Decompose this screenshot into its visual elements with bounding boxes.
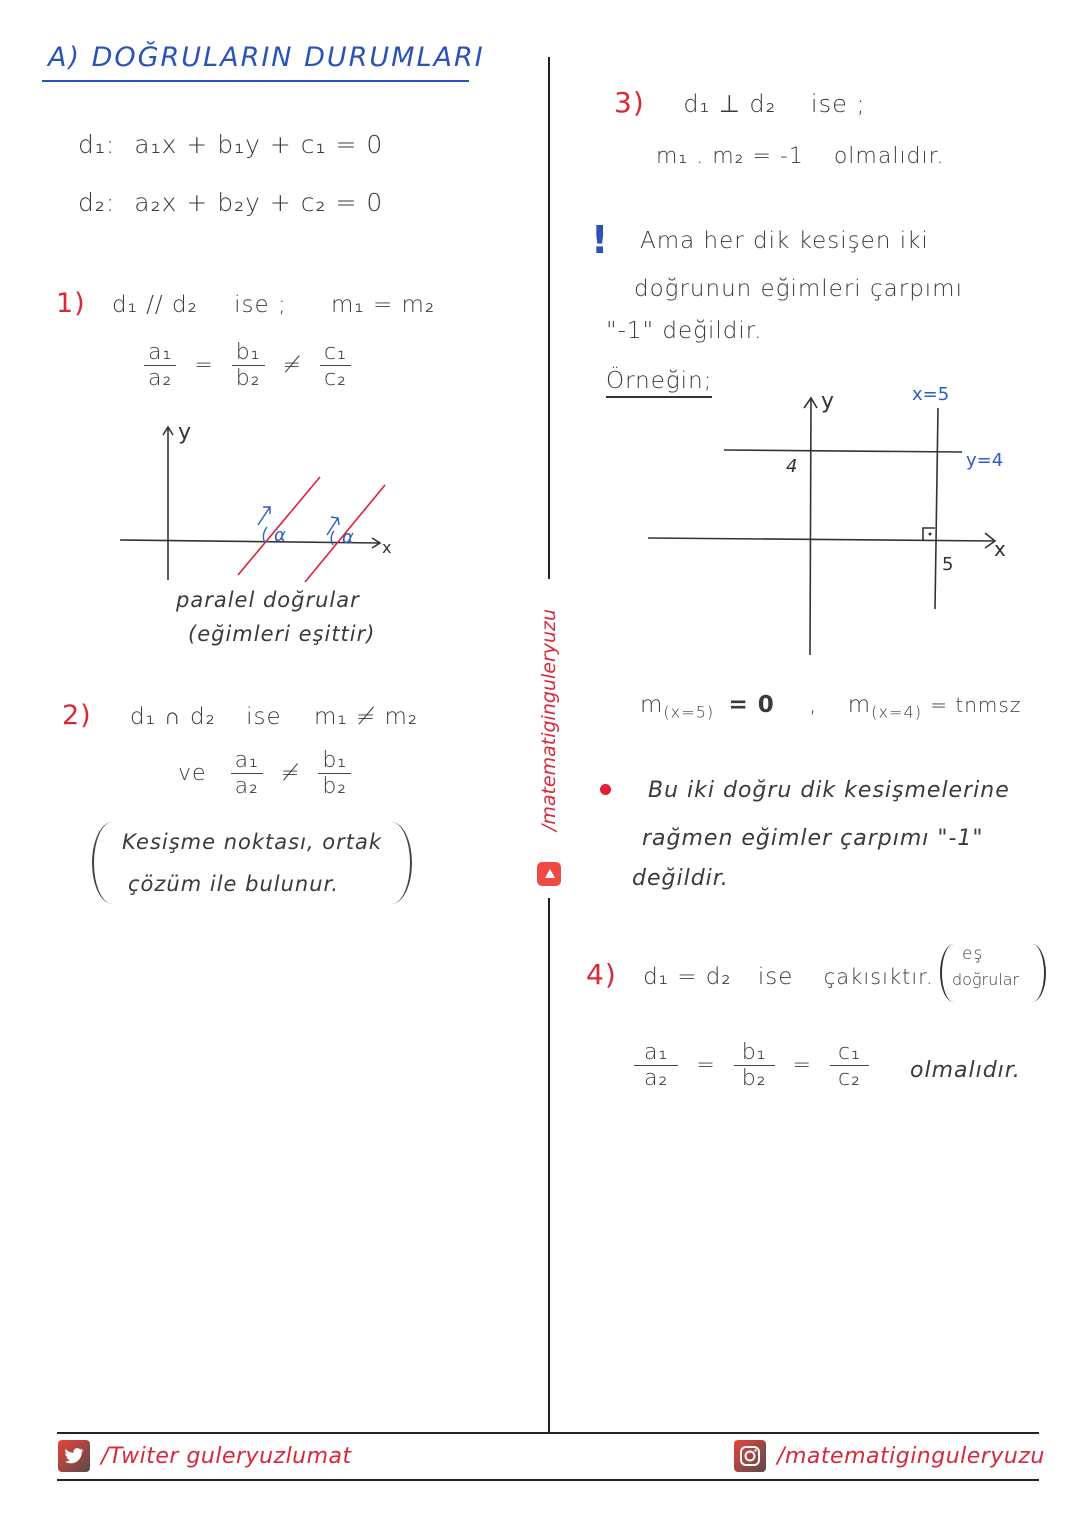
section4-olmalidir: olmalıdır. — [910, 1058, 1021, 1083]
right-angle-dot — [929, 533, 932, 536]
bullet-icon — [600, 784, 611, 795]
frac-num: a₁ — [144, 340, 176, 366]
hline-label: y=4 — [966, 450, 1004, 471]
column-divider-top — [548, 57, 550, 579]
x-axis-label: x — [994, 537, 1006, 561]
section4-ratio — [630, 1040, 873, 1092]
eq2-label: d₂: — [78, 188, 116, 217]
twitter-handle: /Twiter guleryuzlumat — [101, 1443, 352, 1469]
bullet-line-2: rağmen eğimler çarpımı "-1" — [642, 826, 984, 851]
warning-line-1: Ama her dik kesişen iki — [640, 228, 929, 254]
slope-b-value: = tnmsz — [930, 693, 1022, 717]
slope-b-sub: (x=4) — [871, 702, 922, 722]
eq2-expr: a₂x + b₂y + c₂ = 0 — [134, 188, 384, 217]
bullet-line-3: değildir. — [632, 866, 729, 891]
youtube-handle[interactable]: /matematiginguleryuzu — [538, 608, 560, 832]
angle-label: α — [274, 525, 286, 546]
youtube-icon — [537, 862, 561, 886]
equation-d1 — [78, 130, 383, 159]
instagram-icon — [734, 1440, 766, 1472]
section3-slope-rule: m₁ . m₂ = -1 — [656, 144, 804, 169]
section2-condition: d₁ ∩ d₂ — [130, 704, 216, 730]
warning-icon: ! — [591, 218, 609, 262]
parallel-lines-graph — [110, 415, 410, 590]
section4-aside-top: eş — [962, 944, 984, 964]
section4-aside-bottom: doğrular — [952, 970, 1020, 989]
ve-label: ve — [178, 761, 207, 787]
title-underline — [42, 80, 469, 82]
frac-den: b₂ — [322, 774, 348, 800]
section3-condition: d₁ ⊥ d₂ — [683, 90, 777, 118]
section1-caption-2: (eğimleri eşittir) — [188, 622, 376, 646]
slope-b-label: m — [847, 692, 872, 718]
vline-label: x=5 — [912, 384, 950, 405]
equals-sign: = — [792, 1053, 812, 1079]
section2-slope-rule: m₁ ≠ m₂ — [313, 704, 419, 730]
instagram-link[interactable] — [734, 1440, 1045, 1472]
x-tick-5: 5 — [942, 554, 954, 575]
warning-line-2: doğrunun eğimleri çarpımı — [634, 276, 963, 302]
equals-sign: = — [194, 353, 214, 379]
frac-num: b₁ — [232, 340, 265, 366]
section3-rule — [656, 144, 945, 169]
section2-heading — [62, 700, 418, 731]
y-axis-label: y — [821, 389, 835, 414]
section3-ise: ise ; — [810, 90, 866, 118]
footer-rule-bottom — [57, 1479, 1039, 1481]
section2-note-1: Kesişme noktası, ortak — [122, 830, 383, 854]
section2-ratio — [178, 748, 355, 800]
perpendicular-lines-graph — [640, 380, 1040, 660]
page-title: A) DOĞRULARIN DURUMLARI — [48, 42, 485, 73]
frac-den: a₂ — [644, 1066, 669, 1092]
frac-num: a₁ — [634, 1040, 678, 1066]
section4-condition: d₁ = d₂ — [643, 964, 732, 990]
column-divider-bottom — [548, 898, 550, 1433]
section1-ise: ise ; — [234, 292, 287, 318]
eq1-label: d₁: — [78, 130, 116, 159]
equals-sign: = — [696, 1053, 716, 1079]
eq1-expr: a₁x + b₁y + c₁ = 0 — [134, 130, 384, 159]
y-tick-4: 4 — [786, 456, 798, 477]
frac-den: b₂ — [741, 1066, 767, 1092]
section4-ise: ise — [757, 964, 794, 990]
section1-slope-rule: m₁ = m₂ — [331, 292, 436, 318]
comma: , — [809, 692, 818, 718]
example-label: Örneğin; — [606, 368, 712, 398]
warning-line-3: "-1" değildir. — [606, 318, 763, 344]
frac-num: c₁ — [830, 1040, 869, 1066]
frac-num: a₁ — [231, 748, 263, 774]
section1-ratio — [140, 340, 355, 392]
frac-den: b₂ — [235, 366, 261, 392]
bullet-line-1: Bu iki doğru dik kesişmelerine — [648, 778, 1010, 803]
frac-den: a₂ — [234, 774, 259, 800]
section1-condition: d₁ // d₂ — [112, 292, 198, 318]
slope-a-sub: (x=5) — [663, 702, 715, 722]
section3-olmalidir: olmalıdır. — [833, 144, 945, 169]
angle-label: α — [342, 527, 354, 548]
frac-den: c₂ — [837, 1066, 861, 1092]
y-axis-label: y — [178, 420, 192, 445]
section2-note-2: çözüm ile bulunur. — [128, 872, 339, 896]
slope-a-label: m — [640, 692, 664, 718]
equation-d2 — [78, 188, 383, 217]
x-axis-label: x — [382, 538, 392, 557]
instagram-handle: /matematiginguleryuzu — [777, 1443, 1045, 1469]
twitter-link[interactable] — [58, 1440, 352, 1472]
section1-number: 1) — [56, 288, 86, 319]
frac-den: c₂ — [323, 366, 347, 392]
section3-heading — [614, 86, 866, 119]
twitter-icon — [58, 1440, 90, 1472]
not-equal-sign: ≠ — [280, 761, 301, 787]
frac-num: b₁ — [734, 1040, 775, 1066]
not-equal-sign: ≠ — [282, 353, 302, 379]
section4-number: 4) — [586, 958, 617, 991]
frac-den: a₂ — [148, 366, 173, 392]
section2-ise: ise — [246, 704, 282, 730]
section4-result: çakısıktır. — [823, 965, 934, 989]
slope-a-value: = 0 — [728, 692, 775, 718]
slope-results — [640, 692, 1021, 722]
section4-heading — [586, 958, 934, 991]
frac-num: b₁ — [318, 748, 351, 774]
section1-caption-1: paralel doğrular — [176, 588, 360, 612]
section3-number: 3) — [614, 86, 645, 119]
footer-rule-top — [57, 1432, 1039, 1434]
frac-num: c₁ — [320, 340, 351, 366]
section2-number: 2) — [62, 700, 92, 731]
section1-heading — [56, 288, 435, 319]
